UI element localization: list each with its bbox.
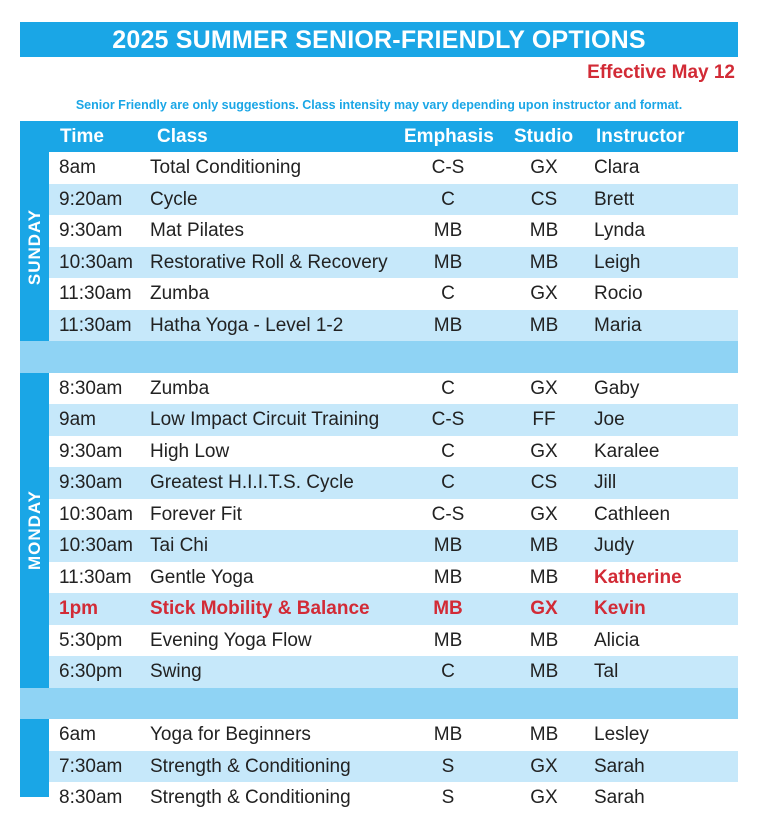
table-row	[49, 373, 738, 405]
table-row	[49, 184, 738, 216]
cell-time: 11:30am	[59, 314, 132, 336]
cell-instructor: Clara	[594, 157, 640, 178]
cell-time: 9am	[59, 409, 96, 430]
cell-studio: FF	[532, 409, 556, 430]
cell-time: 11:30am	[59, 283, 132, 304]
cell-time: 10:30am	[59, 503, 133, 525]
cell-time: 8am	[59, 157, 96, 178]
table-row	[49, 278, 738, 310]
cell-emphasis: C-S	[431, 157, 465, 178]
day-separator	[20, 341, 738, 373]
cell-instructor: Joe	[594, 409, 625, 430]
day-label-monday: MONDAY	[24, 490, 44, 570]
cell-instructor-highlighted: Katherine	[594, 566, 682, 588]
cell-emphasis: C	[441, 440, 455, 462]
cell-instructor: Jill	[594, 472, 617, 493]
cell-emphasis: C-S	[431, 409, 465, 430]
day-bar-sunday	[20, 152, 49, 341]
cell-instructor: Brett	[594, 188, 635, 210]
cell-class: Greatest H.I.I.T.S. Cycle	[150, 472, 354, 493]
cell-time: 11:30am	[59, 566, 132, 588]
table-row	[49, 467, 738, 499]
senior-friendly-note: Senior Friendly are only suggestions. Class intensity may vary depending upon instructor and format.	[75, 98, 683, 112]
day-bar-next	[20, 719, 49, 797]
cell-studio: MB	[529, 535, 559, 556]
cell-studio: GX	[530, 755, 558, 777]
cell-studio: GX	[530, 157, 558, 178]
header-time: Time	[60, 126, 105, 147]
cell-studio: MB	[529, 724, 559, 745]
cell-class: Swing	[150, 661, 202, 682]
cell-studio: MB	[529, 566, 559, 588]
table-row	[49, 719, 738, 751]
day-separator	[20, 688, 738, 720]
cell-studio: MB	[529, 314, 559, 336]
cell-instructor: Sarah	[594, 755, 645, 777]
cell-class: Mat Pilates	[150, 220, 244, 241]
cell-emphasis: MB	[433, 566, 463, 588]
cell-instructor: Lesley	[594, 724, 649, 745]
cell-time: 1pm	[59, 598, 99, 619]
cell-emphasis: C	[441, 283, 455, 304]
cell-time: 8:30am	[59, 377, 123, 399]
cell-instructor: Rocio	[594, 283, 643, 304]
cell-studio: GX	[530, 787, 558, 808]
cell-emphasis: MB	[433, 724, 463, 745]
cell-emphasis: MB	[433, 314, 463, 336]
table-row	[49, 215, 738, 247]
cell-emphasis: S	[441, 787, 455, 808]
cell-studio: CS	[530, 472, 558, 493]
table-row-highlighted	[49, 593, 738, 625]
table-row	[49, 751, 738, 783]
cell-time: 9:30am	[59, 472, 123, 493]
table-header	[20, 121, 738, 152]
cell-emphasis: S	[441, 755, 455, 777]
table-row	[49, 530, 738, 562]
table-row	[49, 562, 738, 594]
cell-instructor: Karalee	[594, 440, 660, 462]
cell-emphasis: C-S	[431, 503, 465, 525]
cell-class: High Low	[150, 440, 230, 462]
cell-time: 10:30am	[59, 535, 133, 556]
cell-instructor: Alicia	[594, 629, 640, 651]
cell-time: 8:30am	[59, 787, 123, 808]
cell-class: Low Impact Circuit Training	[150, 409, 380, 430]
cell-studio: MB	[529, 661, 559, 682]
cell-instructor: Tal	[594, 661, 619, 682]
cell-emphasis: C	[441, 472, 455, 493]
cell-class: Tai Chi	[150, 535, 209, 556]
cell-instructor: Lynda	[594, 220, 646, 241]
table-row-partial	[49, 782, 738, 808]
cell-class: Zumba	[150, 283, 210, 304]
cell-studio: GX	[530, 283, 558, 304]
table-row	[49, 436, 738, 468]
day-bar-monday	[20, 373, 49, 688]
day-label-sunday: SUNDAY	[24, 208, 44, 285]
header-emphasis: Emphasis	[404, 126, 494, 147]
cell-time: 6am	[59, 724, 96, 745]
table-row	[49, 310, 738, 342]
cell-class: Zumba	[150, 377, 210, 399]
cell-time: 9:20am	[59, 188, 123, 210]
cell-studio: MB	[529, 629, 559, 651]
cell-class: Strength & Conditioning	[150, 787, 351, 808]
cell-class: Strength & Conditioning	[150, 755, 351, 777]
cell-class: Hatha Yoga - Level 1-2	[150, 314, 344, 336]
table-row	[49, 152, 738, 184]
cell-emphasis: MB	[433, 535, 463, 556]
table-row	[49, 499, 738, 531]
cell-instructor: Leigh	[594, 251, 641, 273]
cell-emphasis: MB	[433, 629, 463, 651]
cell-emphasis: C	[441, 377, 455, 399]
cell-class: Gentle Yoga	[150, 566, 254, 588]
cell-time: 7:30am	[59, 755, 123, 777]
cell-emphasis: MB	[433, 251, 463, 273]
cell-studio: GX	[530, 440, 558, 462]
cell-instructor: Gaby	[594, 377, 640, 399]
cell-class: Restorative Roll & Recovery	[150, 251, 388, 273]
cell-emphasis: C	[441, 188, 455, 210]
cell-class: Cycle	[150, 188, 198, 210]
table-row	[49, 404, 738, 436]
table-row	[49, 656, 738, 688]
cell-emphasis: C	[441, 661, 455, 682]
cell-time: 10:30am	[59, 251, 133, 273]
cell-studio: GX	[530, 598, 558, 619]
cell-emphasis: MB	[433, 220, 463, 241]
header-class: Class	[157, 126, 208, 147]
effective-date: Effective May 12	[587, 62, 735, 83]
header-instructor: Instructor	[596, 126, 685, 147]
cell-class: Stick Mobility & Balance	[150, 598, 370, 619]
cell-class: Evening Yoga Flow	[150, 629, 312, 651]
cell-instructor: Judy	[594, 535, 635, 556]
cell-time: 5:30pm	[59, 629, 123, 651]
cell-instructor: Maria	[594, 314, 642, 336]
cell-instructor: Cathleen	[594, 503, 671, 525]
page-title: 2025 SUMMER SENIOR-FRIENDLY OPTIONS	[20, 22, 738, 57]
cell-time: 9:30am	[59, 220, 123, 241]
cell-studio: GX	[530, 503, 558, 525]
cell-class: Total Conditioning	[150, 157, 302, 178]
cell-class: Yoga for Beginners	[150, 724, 311, 745]
cell-instructor: Kevin	[594, 598, 646, 619]
table-row	[49, 247, 738, 279]
cell-instructor: Sarah	[594, 787, 645, 808]
cell-time: 9:30am	[59, 440, 123, 462]
cell-studio: MB	[529, 220, 559, 241]
cell-studio: CS	[530, 188, 558, 210]
cell-class: Forever Fit	[150, 503, 242, 525]
cell-studio: GX	[530, 377, 558, 399]
table-row	[49, 625, 738, 657]
cell-studio: MB	[529, 251, 559, 273]
cell-time: 6:30pm	[59, 661, 123, 682]
header-studio: Studio	[514, 126, 574, 147]
cell-emphasis: MB	[433, 598, 463, 619]
